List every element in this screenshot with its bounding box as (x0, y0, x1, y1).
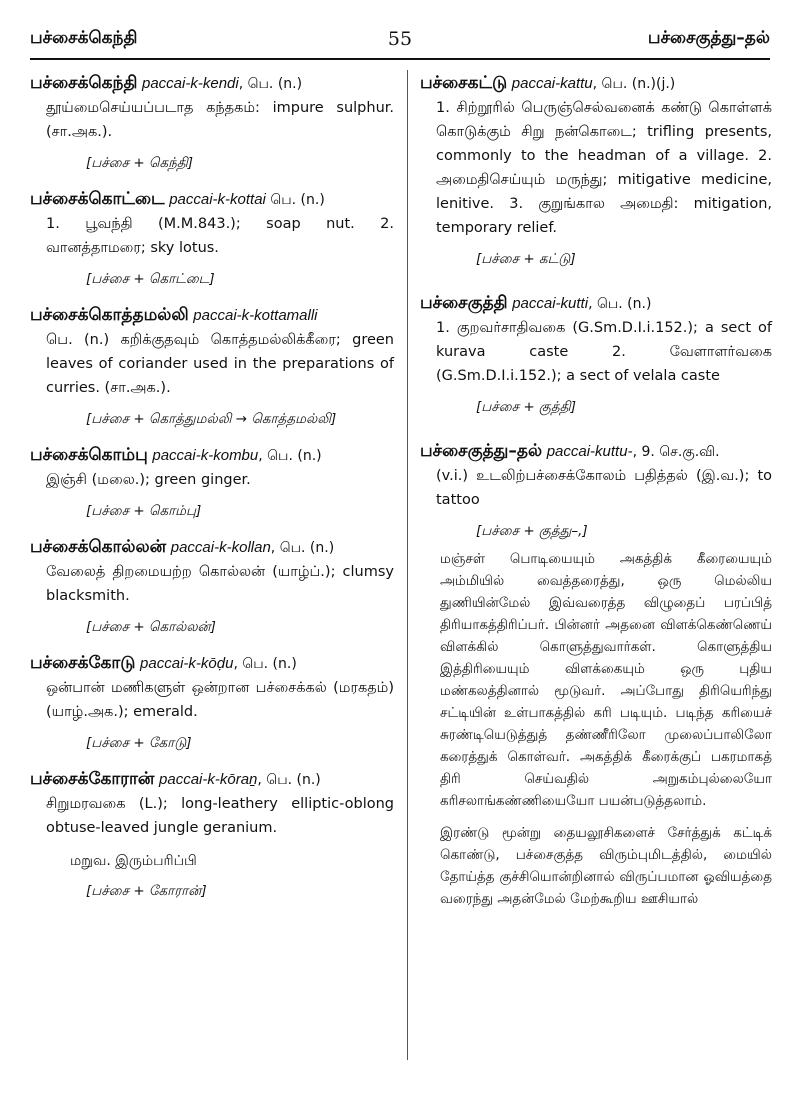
dictionary-entry (420, 292, 772, 418)
column-divider (407, 70, 408, 1060)
etymology: [பச்சை + கோடு] (86, 735, 192, 751)
etymology: [பச்சை + குத்து–,] (476, 523, 588, 539)
transliteration: paccai-kattu (511, 75, 593, 92)
transliteration: paccai-k-kōḍu (140, 655, 234, 672)
transliteration: paccai-k-kombu (152, 447, 259, 464)
definition: 1. சிற்றூரில் பெருஞ்செல்வனைக் கண்டு கொள்ளக் கொடுக்கும் சிறு நன்கொடை; trifling presents, commonly to the headman of a village. 2. அமைதிசெய்யும் மருந்து; mitigative medicine, lenitive. 3. குறுங்கால அமைதி: mitigation, temporary relief. (436, 100, 772, 236)
etymology: [பச்சை + கட்டு] (476, 251, 576, 267)
transliteration: paccai-kutti (512, 295, 589, 312)
headword: பச்சைகுத்து–தல் (420, 441, 543, 461)
etymology: [பச்சை + கெந்தி] (86, 155, 194, 171)
entry-headline (30, 72, 394, 96)
header-left-guideword: பச்சைக்கெந்தி (30, 28, 138, 48)
headword: பச்சைக்கோரான் (30, 769, 155, 789)
dictionary-entry (30, 304, 394, 430)
grammar-label: , பெ. (n.) (238, 76, 303, 92)
dictionary-entry (30, 188, 394, 290)
headword: பச்சைக்கெந்தி (30, 73, 138, 93)
transliteration: paccai-kuttu- (546, 443, 633, 460)
transliteration: paccai-k-kollan (170, 539, 271, 556)
definition: 1. குறவர்சாதிவகை (G.Sm.D.I.i.152.); a sect of kurava caste 2. வேளாளர்வகை (G.Sm.D.I.i.152.); a sect of velala caste (436, 320, 772, 384)
definition: ஒன்பான் மணிகளுள் ஒன்றான பச்சைக்கல் (மரகதம்) (யாழ்.அக.); emerald. (46, 680, 394, 720)
dictionary-entry (30, 536, 394, 638)
dictionary-entry (420, 440, 772, 910)
transliteration: paccai-k-kottai (169, 191, 266, 208)
entry-headline (30, 188, 394, 212)
synonym: மறுவ. இரும்பரிப்பி (70, 853, 197, 869)
definition: சிறுமரவகை (L.); long-leathery elliptic-oblong obtuse-leaved jungle geranium. (46, 796, 394, 836)
transliteration: paccai-k-kōraṉ (159, 771, 258, 788)
headword: பச்சைக்கொல்லன் (30, 537, 167, 557)
explanatory-note: மஞ்சள் பொடியையும் அகத்திக் கீரையையும் அம்மியில் வைத்தரைத்து, ஒரு மெல்லிய துணியின்மேல் இவ்வரைத்த விழுதைப் பரப்பித் திரியாகத்திரிப்பர். பின்னர் அதனை விளக்கெண்ணெய் விளக்கில் கொளுத்துவார்கள். கொளுத்திய இத்திரியையும் விளக்கையும் ஒரு புதிய மண்கலத்தினால் மூடுவர். அப்போது திரியெரிந்து சட்டியின் உள்பாகத்தில் கரி படியும். படிந்த கரியைச் சுரண்டியெடுத்துத் தண்ணீரிலோ முலைப்பாலிலோ கரைத்துக் கொள்வர். அகத்திக் கீரைக்குப் பகரமாகத் திரி செய்வதில் அறுகம்புல்லையோ கரிசலாங்கண்ணியையோ பயன்படுத்தலாம். (440, 551, 772, 809)
entry-headline (420, 72, 772, 96)
dictionary-entry (30, 72, 394, 174)
headword: பச்சைக்கோடு (30, 653, 136, 673)
grammar-label: , பெ. (n.) (270, 540, 335, 556)
definition: இஞ்சி (மலை.); green ginger. (46, 472, 251, 488)
definition: (v.i.) உடலிற்பச்சைக்கோலம் பதித்தல் (இ.வ.); to tattoo (436, 468, 772, 508)
transliteration: paccai-k-kottamalli (193, 307, 318, 324)
etymology: [பச்சை + கொத்துமல்லி → கொத்தமல்லி] (86, 411, 337, 427)
definition: 1. பூவந்தி (M.M.843.); soap nut. 2. வானத்தாமரை; sky lotus. (46, 216, 394, 256)
entry-headline (30, 768, 394, 792)
entry-headline (30, 444, 394, 468)
grammar-label: , பெ. (n.) (257, 772, 321, 788)
grammar-label: , பெ. (n.) (588, 296, 652, 312)
page-header (30, 28, 770, 58)
etymology: [பச்சை + குத்தி] (476, 399, 576, 415)
etymology: [பச்சை + கொம்பு] (86, 503, 202, 519)
definition: வேலைத் திறமையற்ற கொல்லன் (யாழ்ப்.); clumsy blacksmith. (46, 564, 394, 604)
entry-headline (30, 652, 394, 676)
right-column (420, 72, 772, 924)
header-rule (30, 58, 770, 60)
dictionary-entry (30, 444, 394, 522)
dictionary-entry (420, 72, 772, 270)
headword: பச்சைகுத்தி (420, 293, 508, 313)
grammar-label: , பெ. (n.)(j.) (592, 76, 676, 92)
grammar-label: , பெ. (n.) (258, 448, 322, 464)
definition: தூய்மைசெய்யப்படாத கந்தகம்: impure sulphur. (சா.அக.). (46, 100, 394, 140)
grammar-label: பெ. (n.) (265, 192, 325, 208)
left-column (30, 72, 394, 916)
page-number: 55 (387, 28, 413, 50)
entry-headline (30, 536, 394, 560)
headword: பச்சைக்கொம்பு (30, 445, 148, 465)
entry-headline (30, 304, 394, 328)
dictionary-entry (30, 768, 394, 902)
header-right-guideword: பச்சைகுத்து–தல் (647, 28, 770, 48)
definition: பெ. (n.) கறிக்குதவும் கொத்தமல்லிக்கீரை; green leaves of coriander used in the preparations of curries. (சா.அக.). (46, 332, 394, 396)
dictionary-entry (30, 652, 394, 754)
entry-headline (420, 292, 772, 316)
transliteration: paccai-k-kendi (142, 75, 239, 92)
grammar-label: , 9. செ.கு.வி. (632, 444, 720, 460)
entry-headline (420, 440, 772, 464)
headword: பச்சைக்கொத்தமல்லி (30, 305, 189, 325)
etymology: [பச்சை + கோரான்] (86, 883, 207, 899)
etymology: [பச்சை + கொட்டை] (86, 271, 215, 287)
grammar-label: , பெ. (n.) (233, 656, 297, 672)
headword: பச்சைகட்டு (420, 73, 508, 93)
explanatory-note: இரண்டு மூன்று தையலூசிகளைச் சேர்த்துக் கட்டிக் கொண்டு, பச்சைகுத்த விரும்புமிடத்தில், மையில் தோய்த்த குச்சியொன்றினால் விருப்பமான ஓவியத்தை வரைந்து அதன்மேல் மேற்கூறிய ஊசியால் (440, 825, 772, 907)
headword: பச்சைக்கொட்டை (30, 189, 165, 209)
etymology: [பச்சை + கொல்லன்] (86, 619, 216, 635)
